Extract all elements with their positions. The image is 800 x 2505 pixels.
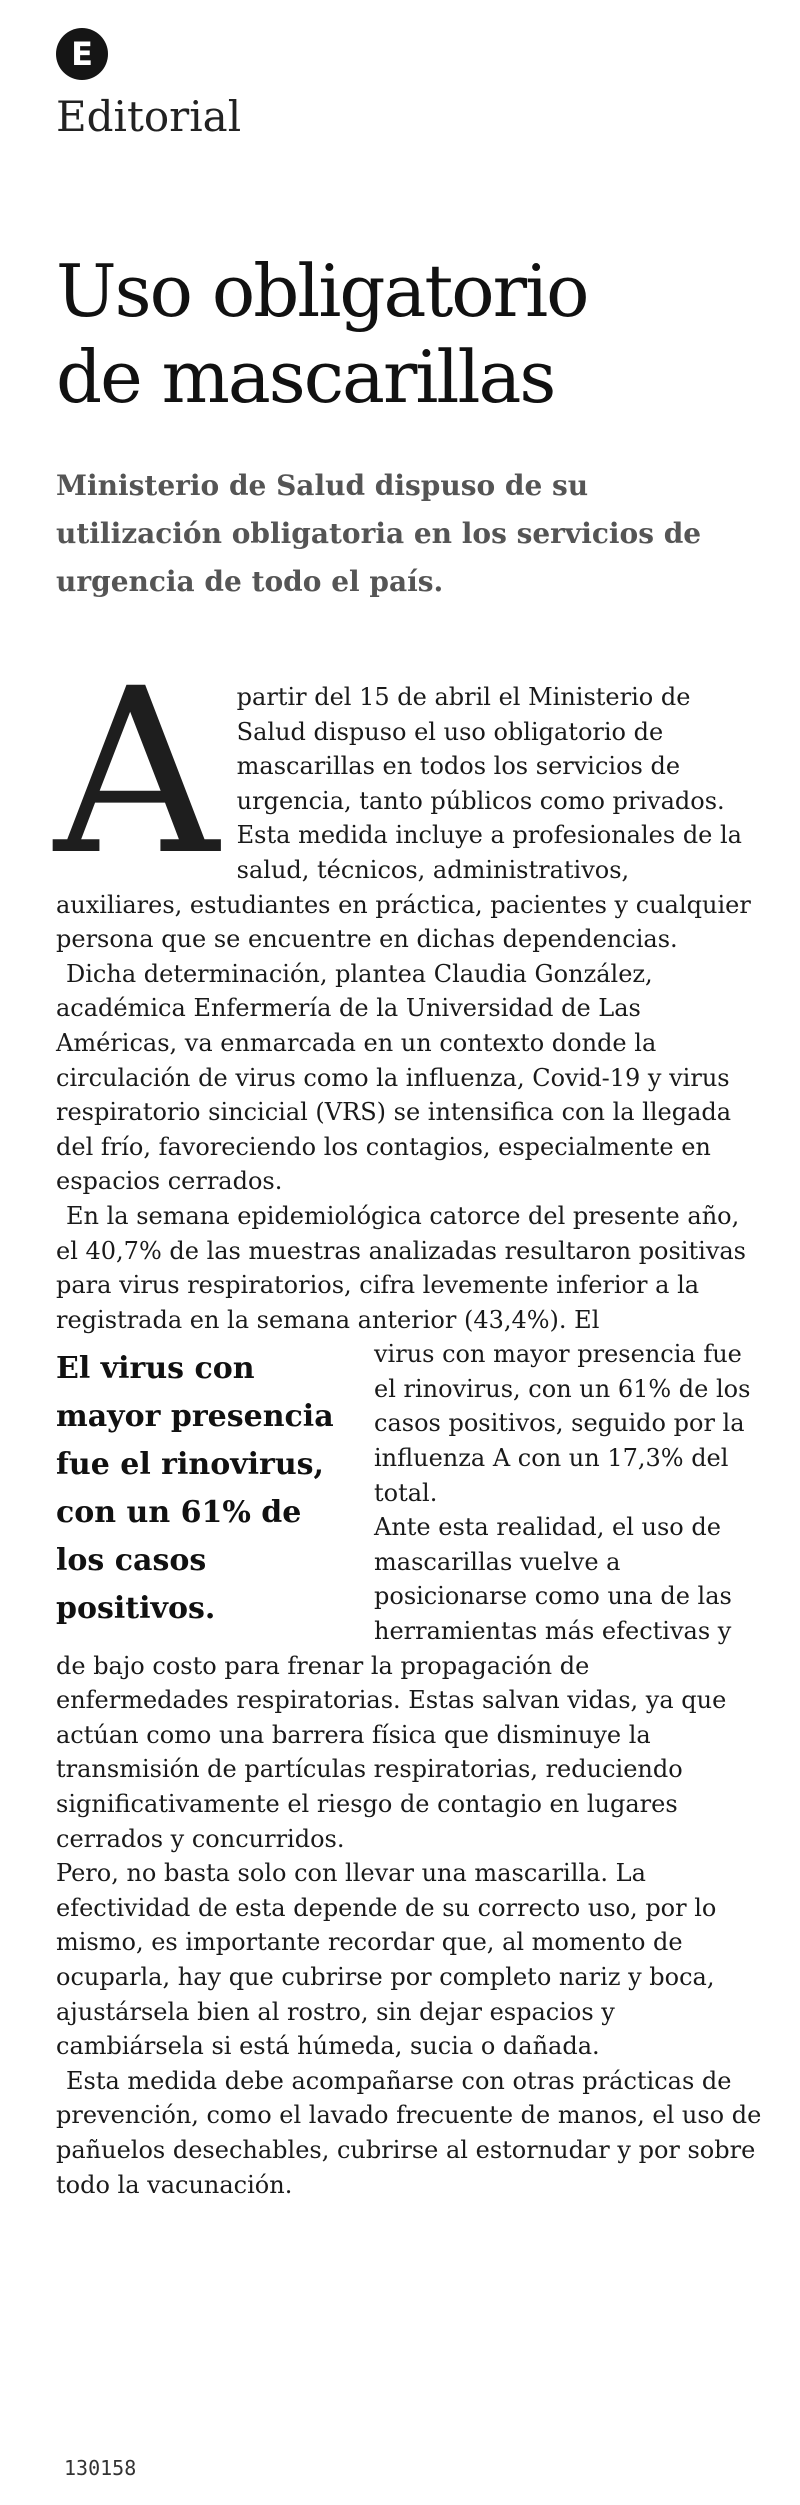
paragraph-4: Ante esta realidad, el uso de mascarillas vuelve a posicionarse como una de las herramientas más efectivas y de bajo costo para frenar la propagación de enfermedades respiratorias. Estas salvan vidas, ya que actúan como una barrera física que disminuye la transmisión de partículas respiratorias, reduciendo significativamente el riesgo de contagio en lugares cerrados y concurridos. — [56, 1513, 732, 1853]
paragraph-1-text: partir del 15 de abril el Ministerio de Salud dispuso el uso obligatorio de mascarillas en todos los servicios de urgencia, tanto públicos como privados. Esta medida incluye a profesionales de la salud, técnicos, administrativos, auxiliares, estudiantes en práctica, pacientes y cualquier persona que se encuentre en dichas dependencias. — [56, 683, 751, 954]
article-title — [56, 248, 756, 420]
paragraph-1 — [54, 639, 762, 957]
title-line-2: de mascarillas — [56, 335, 555, 419]
pull-quote: El virus con mayor presencia fue el rinovirus, con un 61% de los casos positivos. — [56, 1351, 334, 1627]
paragraph-3b: virus con mayor presencia fue el rinovirus, con un 61% de los casos positivos, seguido por la influenza A con un 17,3% del total. — [374, 1340, 751, 1507]
article-subtitle: Ministerio de Salud dispuso de su utilización obligatoria en los servicios de urgencia de todo el país. — [56, 469, 702, 598]
drop-cap: A — [54, 639, 219, 905]
paragraph-5: Pero, no basta solo con llevar una mascarilla. La efectividad de esta depende de su correcto uso, por lo mismo, es importante recordar que, al momento de ocuparla, hay que cubrirse por completo nariz y boca, ajustársela bien al rostro, sin dejar espacios y cambiársela si está húmeda, sucia o dañada. — [56, 1859, 717, 2061]
section-label: Editorial — [56, 92, 242, 141]
paragraph-2: Dicha determinación, plantea Claudia González, académica Enfermería de la Universidad de Las Américas, va enmarcada en un contexto donde la circulación de virus como la influenza, Covid-19 y virus respiratorio sincicial (VRS) se intensifica con la llegada del frío, favoreciendo los contagios, especialmente en espacios cerrados. — [56, 959, 732, 1196]
title-line-1: Uso obligatorio — [56, 249, 588, 333]
badge-letter: E — [71, 35, 93, 73]
article-body — [54, 639, 762, 2202]
paragraph-6: Esta medida debe acompañarse con otras prácticas de prevención, como el lavado frecuente de manos, el uso de pañuelos desechables, cubrirse al estornudar y por sobre todo la vacunación. — [56, 2066, 762, 2199]
section-badge — [56, 28, 108, 80]
article-code: 130158 — [64, 2456, 137, 2480]
paragraph-3a: En la semana epidemiológica catorce del presente año, el 40,7% de las muestras analizadas resultaron positivas para virus respiratorios, cifra levemente inferior a la registrada en la semana anterior (43,4%). El — [56, 1201, 746, 1334]
